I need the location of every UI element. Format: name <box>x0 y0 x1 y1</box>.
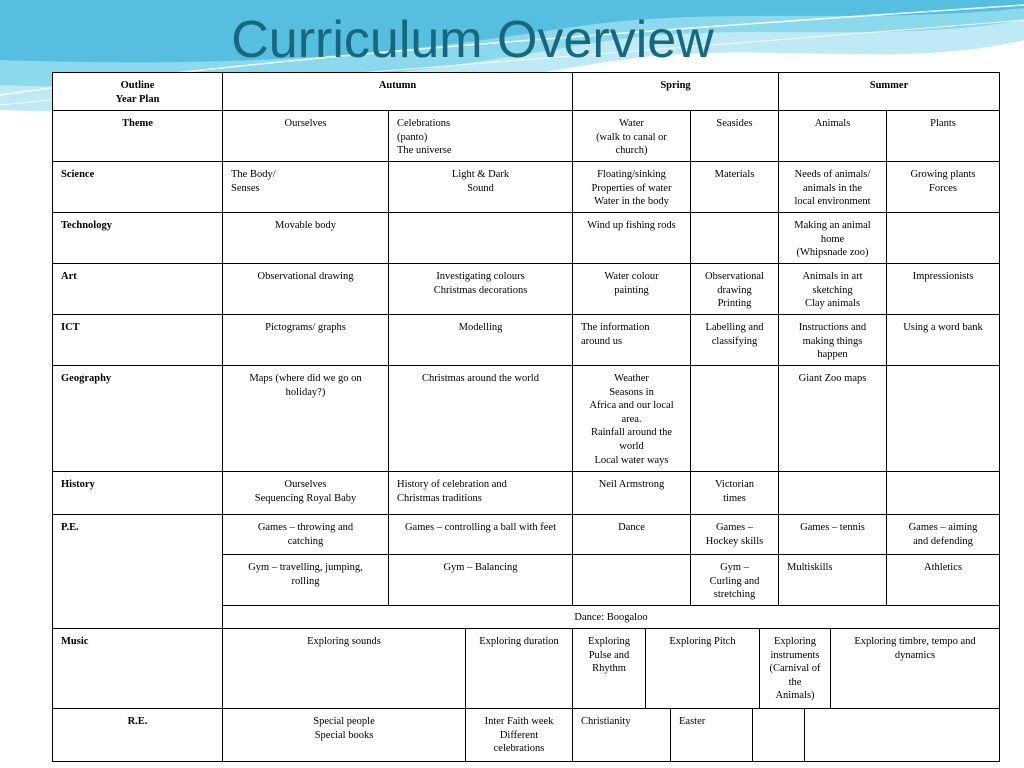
pe-dance-all-year: Dance: Boogaloo <box>223 606 999 629</box>
row-label-technology: Technology <box>53 213 223 264</box>
science-autumn-2: Light & Dark Sound <box>389 162 573 213</box>
music-cell-4: Exploring Pitch <box>646 629 760 709</box>
re-cell-4: Easter <box>671 709 753 761</box>
music-cell-3: Exploring Pulse and Rhythm <box>573 629 646 709</box>
technology-summer-2 <box>887 213 999 264</box>
re-cell-2: Inter Faith week Different celebrations <box>466 709 573 761</box>
geography-spring-1: Weather Seasons in Africa and our local area. Rainfall around the world Local water ways <box>573 366 691 472</box>
geography-summer-1: Giant Zoo maps <box>779 366 887 472</box>
pe-gym-spring-2: Gym – Curling and stretching <box>691 555 779 606</box>
music-cell-2: Exploring duration <box>466 629 573 709</box>
ict-autumn-2: Modelling <box>389 315 573 366</box>
history-autumn-2: History of celebration and Christmas traditions <box>389 472 573 515</box>
page-title: Curriculum Overview <box>231 11 714 69</box>
row-label-theme: Theme <box>53 111 223 162</box>
history-autumn-1: Ourselves Sequencing Royal Baby <box>223 472 389 515</box>
pe-gym-autumn-1: Gym – travelling, jumping, rolling <box>223 555 389 606</box>
technology-spring-1: Wind up fishing rods <box>573 213 691 264</box>
pe-gym-spring-1 <box>573 555 691 606</box>
pe-games-spring-2: Games – Hockey skills <box>691 515 779 555</box>
row-label-ict: ICT <box>53 315 223 366</box>
row-label-science: Science <box>53 162 223 213</box>
header-spring: Spring <box>573 73 779 111</box>
theme-autumn-1: Ourselves <box>223 111 389 162</box>
pe-gym-summer-1: Multiskills <box>779 555 887 606</box>
art-autumn-2: Investigating colours Christmas decorations <box>389 264 573 315</box>
geography-summer-2 <box>887 366 999 472</box>
music-cell-5: Exploring instruments (Carnival of the Animals) <box>760 629 831 709</box>
art-summer-2: Impressionists <box>887 264 999 315</box>
history-spring-2: Victorian times <box>691 472 779 515</box>
pe-games-autumn-2: Games – controlling a ball with feet <box>389 515 573 555</box>
music-cell-6: Exploring timbre, tempo and dynamics <box>831 629 999 709</box>
header-autumn: Autumn <box>223 73 573 111</box>
theme-spring-2: Seasides <box>691 111 779 162</box>
ict-spring-1: The information around us <box>573 315 691 366</box>
art-spring-1: Water colour painting <box>573 264 691 315</box>
pe-gym-autumn-2: Gym – Balancing <box>389 555 573 606</box>
header-outline: Outline Year Plan <box>53 73 223 111</box>
art-autumn-1: Observational drawing <box>223 264 389 315</box>
pe-games-autumn-1: Games – throwing and catching <box>223 515 389 555</box>
technology-summer-1: Making an animal home (Whipsnade zoo) <box>779 213 887 264</box>
science-spring-2: Materials <box>691 162 779 213</box>
science-summer-1: Needs of animals/ animals in the local environment <box>779 162 887 213</box>
row-label-history: History <box>53 472 223 515</box>
ict-summer-1: Instructions and making things happen <box>779 315 887 366</box>
history-spring-1: Neil Armstrong <box>573 472 691 515</box>
science-autumn-1: The Body/ Senses <box>223 162 389 213</box>
technology-autumn-1: Movable body <box>223 213 389 264</box>
music-cell-1: Exploring sounds <box>223 629 466 709</box>
curriculum-table <box>52 72 1000 762</box>
pe-games-summer-2: Games – aiming and defending <box>887 515 999 555</box>
history-summer-1 <box>779 472 887 515</box>
art-summer-1: Animals in art sketching Clay animals <box>779 264 887 315</box>
theme-summer-2: Plants <box>887 111 999 162</box>
ict-spring-2: Labelling and classifying <box>691 315 779 366</box>
row-label-pe: P.E. <box>53 515 223 629</box>
re-cell-1: Special people Special books <box>223 709 466 761</box>
ict-autumn-1: Pictograms/ graphs <box>223 315 389 366</box>
pe-gym-summer-2: Athletics <box>887 555 999 606</box>
technology-spring-2 <box>691 213 779 264</box>
row-label-geography: Geography <box>53 366 223 472</box>
ict-summer-2: Using a word bank <box>887 315 999 366</box>
re-cell-6 <box>805 709 999 761</box>
science-summer-2: Growing plants Forces <box>887 162 999 213</box>
technology-autumn-2 <box>389 213 573 264</box>
theme-autumn-2: Celebrations (panto) The universe <box>389 111 573 162</box>
geography-autumn-1: Maps (where did we go on holiday?) <box>223 366 389 472</box>
row-label-re: R.E. <box>53 709 223 761</box>
row-label-art: Art <box>53 264 223 315</box>
pe-games-spring-1: Dance <box>573 515 691 555</box>
re-cell-3: Christianity <box>573 709 671 761</box>
theme-spring-1: Water (walk to canal or church) <box>573 111 691 162</box>
row-label-music: Music <box>53 629 223 709</box>
geography-spring-2 <box>691 366 779 472</box>
history-summer-2 <box>887 472 999 515</box>
pe-games-summer-1: Games – tennis <box>779 515 887 555</box>
geography-autumn-2: Christmas around the world <box>389 366 573 472</box>
header-summer: Summer <box>779 73 999 111</box>
science-spring-1: Floating/sinking Properties of water Water in the body <box>573 162 691 213</box>
theme-summer-1: Animals <box>779 111 887 162</box>
re-cell-5 <box>753 709 805 761</box>
art-spring-2: Observational drawing Printing <box>691 264 779 315</box>
